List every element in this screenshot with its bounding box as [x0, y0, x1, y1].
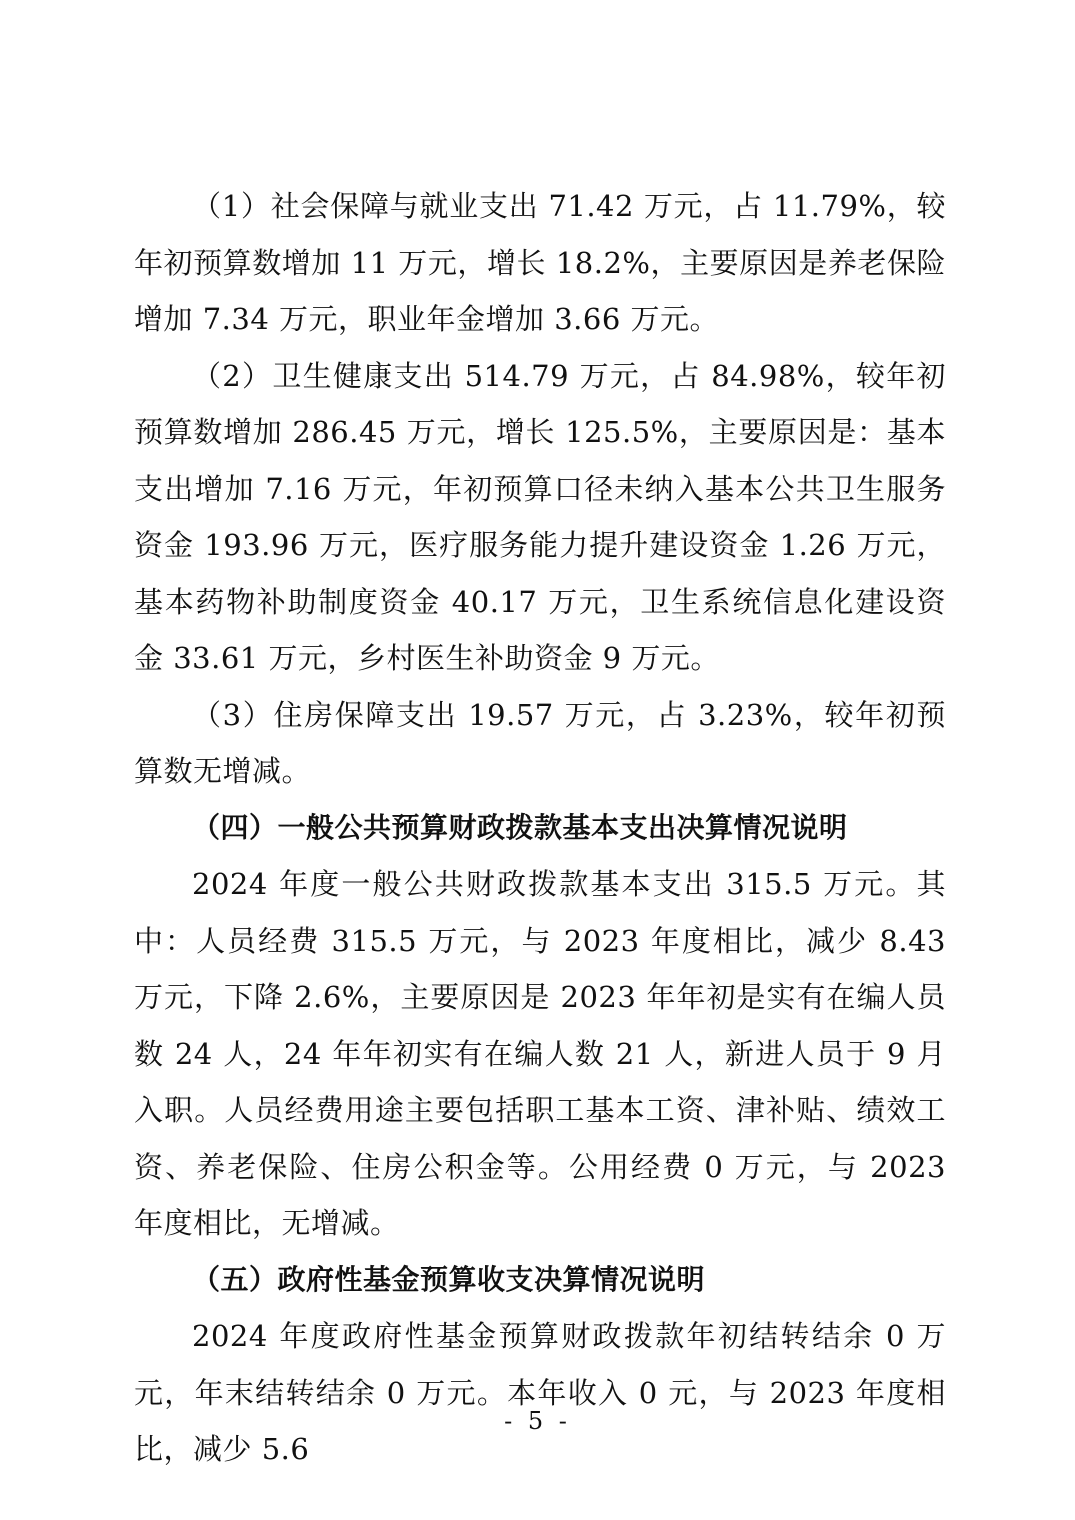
- paragraph-housing: （3）住房保障支出 19.57 万元，占 3.23%，较年初预算数无增减。: [134, 697, 946, 788]
- section-heading-government-fund: （五）政府性基金预算收支决算情况说明: [192, 1262, 706, 1296]
- paragraph-government-fund: 2024 年度政府性基金预算财政拨款年初结转结余 0 万元，年末结转结余 0 万元。本年收入 0 元，与 2023 年度相比，减少 5.6: [134, 1319, 946, 1466]
- page-body: [134, 178, 946, 1478]
- page-number: - 5 -: [504, 1407, 571, 1435]
- paragraph-basic-expenditure: 2024 年度一般公共财政拨款基本支出 315.5 万元。其中：人员经费 315.5 万元，与 2023 年度相比，减少 8.43 万元，下降 2.6%，主要原因是 2023 年年初是实有在编人员数 24 人，24 年年初实有在编人数 21 人，新进人员于 9 月入职。人员经费用途主要包括职工基本工资、津补贴、绩效工资、养老保险、住房公积金等。公用经费 0 万元，与 2023 年度相比，无增减。: [134, 867, 946, 1240]
- paragraph-social-security: （1）社会保障与就业支出 71.42 万元，占 11.79%，较年初预算数增加 11 万元，增长 18.2%，主要原因是养老保险增加 7.34 万元，职业年金增加 3.66 万元。: [134, 189, 946, 336]
- paragraph-health: （2）卫生健康支出 514.79 万元，占 84.98%，较年初预算数增加 286.45 万元，增长 125.5%，主要原因是：基本支出增加 7.16 万元，年初预算口径未纳入基本公共卫生服务资金 193.96 万元，医疗服务能力提升建设资金 1.26 万元，基本药物补助制度资金 40.17 万元，卫生系统信息化建设资金 33.61 万元，乡村医生补助资金 9 万元。: [134, 358, 946, 675]
- section-heading-basic-expenditure: （四）一般公共预算财政拨款基本支出决算情况说明: [192, 810, 848, 844]
